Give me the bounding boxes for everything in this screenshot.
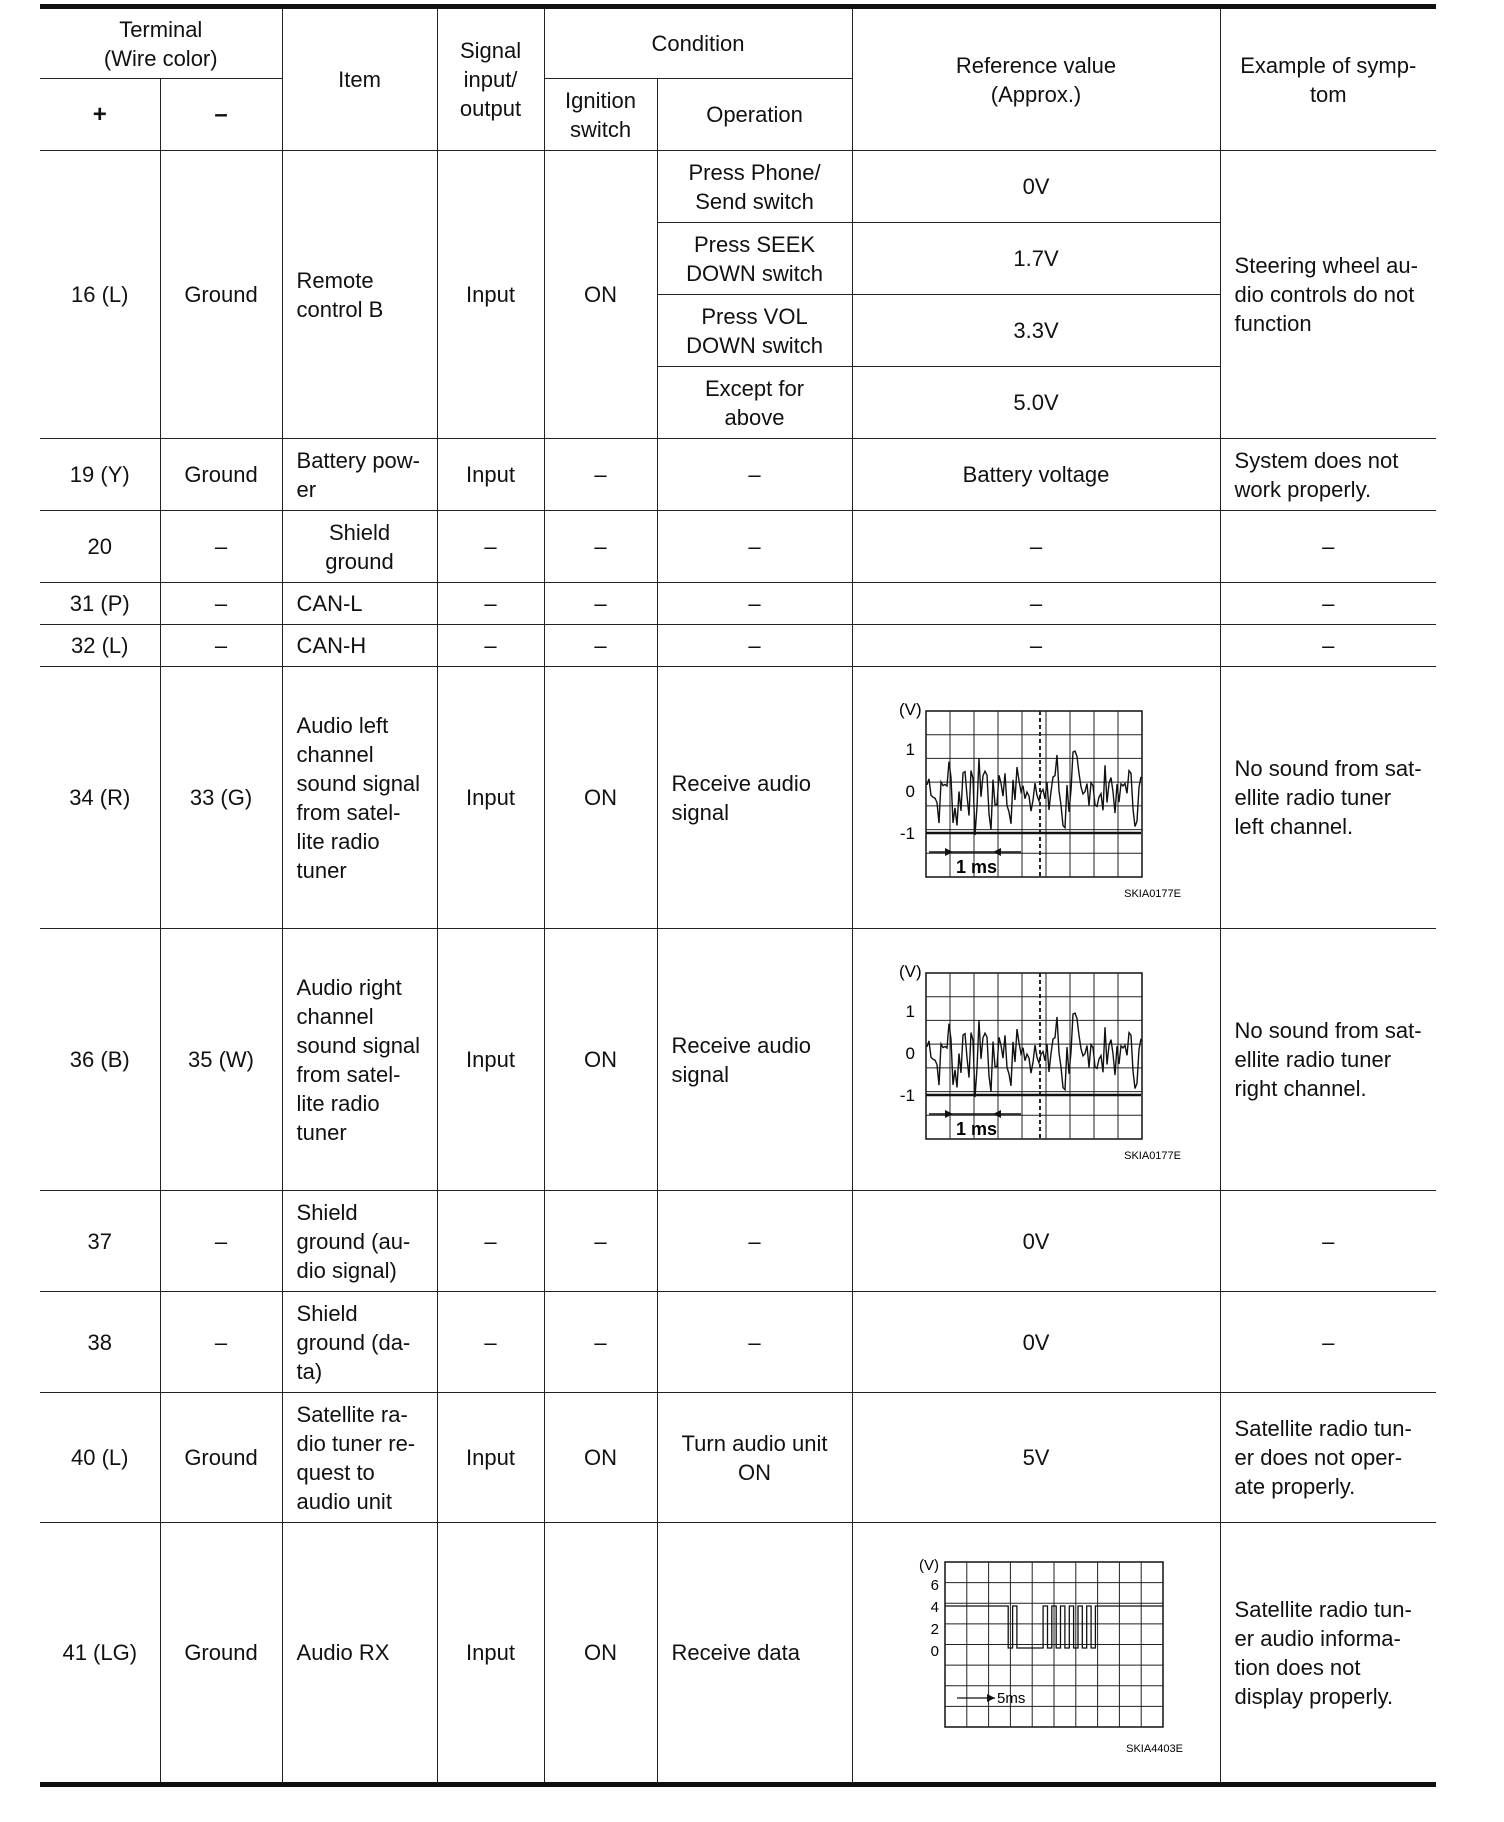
signal-direction: Input bbox=[437, 439, 544, 511]
header-minus: – bbox=[160, 79, 282, 151]
symptom: No sound from sat- ellite radio tuner right channel. bbox=[1220, 929, 1436, 1191]
terminal-minus: – bbox=[160, 1191, 282, 1292]
ignition-state: – bbox=[544, 583, 657, 625]
operation: Press VOL DOWN switch bbox=[657, 295, 852, 367]
table-row bbox=[40, 625, 1436, 667]
operation: – bbox=[657, 511, 852, 583]
reference-value: Battery voltage bbox=[852, 439, 1220, 511]
terminal-minus: – bbox=[160, 1292, 282, 1393]
scale-arrow-right bbox=[993, 848, 1001, 856]
terminal-plus: 34 (R) bbox=[40, 667, 160, 929]
waveform-tick: 1 bbox=[905, 1001, 916, 1021]
waveform-tick: 0 bbox=[930, 1642, 940, 1660]
terminal-minus: 33 (G) bbox=[160, 667, 282, 929]
item-name: CAN-L bbox=[282, 583, 437, 625]
waveform-tick: 0 bbox=[905, 1043, 916, 1063]
header-operation: Operation bbox=[657, 79, 852, 151]
audio-waveform-figure bbox=[871, 693, 1201, 903]
scale-arrow-left bbox=[945, 1110, 953, 1118]
terminal-minus: 35 (W) bbox=[160, 929, 282, 1191]
terminal-plus: 41 (LG) bbox=[40, 1523, 160, 1785]
operation: – bbox=[657, 1292, 852, 1393]
terminal-minus: – bbox=[160, 511, 282, 583]
ignition-state: ON bbox=[544, 667, 657, 929]
ignition-state: – bbox=[544, 1191, 657, 1292]
symptom: – bbox=[1220, 1292, 1436, 1393]
table-row bbox=[40, 583, 1436, 625]
symptom: Steering wheel au- dio controls do not function bbox=[1220, 151, 1436, 439]
waveform-tick: -1 bbox=[899, 823, 916, 843]
waveform-scale-label: 5ms bbox=[997, 1689, 1026, 1707]
reference-value: 5V bbox=[852, 1393, 1220, 1523]
figure-code: SKIA0177E bbox=[1124, 1149, 1182, 1162]
waveform-unit-label: (V) bbox=[919, 1556, 940, 1574]
header-item: Item bbox=[282, 7, 437, 151]
item-name: Satellite ra- dio tuner re- quest to audio unit bbox=[282, 1393, 437, 1523]
signal-direction: – bbox=[437, 511, 544, 583]
waveform-unit-label: (V) bbox=[899, 699, 922, 719]
audio-signal-trace bbox=[927, 1013, 1141, 1097]
terminal-plus: 16 (L) bbox=[40, 151, 160, 439]
signal-direction: Input bbox=[437, 151, 544, 439]
reference-value: – bbox=[852, 625, 1220, 667]
audio-waveform-figure bbox=[871, 955, 1201, 1165]
signal-direction: Input bbox=[437, 1523, 544, 1785]
figure-code: SKIA4403E bbox=[1126, 1742, 1184, 1755]
ignition-state: – bbox=[544, 625, 657, 667]
ignition-state: – bbox=[544, 439, 657, 511]
scale-arrow-right bbox=[993, 1110, 1001, 1118]
reference-value: 0V bbox=[852, 151, 1220, 223]
item-name: Remote control B bbox=[282, 151, 437, 439]
waveform-tick: -1 bbox=[899, 1085, 916, 1105]
reference-value: 1.7V bbox=[852, 223, 1220, 295]
item-name: Shield ground (au- dio signal) bbox=[282, 1191, 437, 1292]
signal-direction: Input bbox=[437, 929, 544, 1191]
signal-direction: Input bbox=[437, 667, 544, 929]
waveform-tick: 0 bbox=[905, 781, 916, 801]
symptom: Satellite radio tun- er audio informa- tion does not display properly. bbox=[1220, 1523, 1436, 1785]
ignition-state: ON bbox=[544, 1393, 657, 1523]
table-row bbox=[40, 929, 1436, 1191]
waveform-scale-label: 1 ms bbox=[956, 1118, 998, 1139]
terminal-minus: Ground bbox=[160, 1523, 282, 1785]
operation: Press Phone/ Send switch bbox=[657, 151, 852, 223]
operation: Receive data bbox=[657, 1523, 852, 1785]
oscilloscope-grid bbox=[945, 1562, 1163, 1727]
symptom: – bbox=[1220, 511, 1436, 583]
operation: Except for above bbox=[657, 367, 852, 439]
terminal-minus: Ground bbox=[160, 439, 282, 511]
scale-arrow-right bbox=[987, 1694, 995, 1702]
table-row bbox=[40, 511, 1436, 583]
data-waveform-figure bbox=[871, 1548, 1201, 1758]
operation: – bbox=[657, 439, 852, 511]
terminal-plus: 36 (B) bbox=[40, 929, 160, 1191]
signal-direction: – bbox=[437, 583, 544, 625]
operation: Turn audio unit ON bbox=[657, 1393, 852, 1523]
audio-signal-trace bbox=[927, 751, 1141, 835]
signal-direction: – bbox=[437, 1191, 544, 1292]
terminal-minus: – bbox=[160, 625, 282, 667]
waveform-scale-label: 1 ms bbox=[956, 856, 998, 877]
signal-direction: – bbox=[437, 1292, 544, 1393]
terminal-minus: Ground bbox=[160, 151, 282, 439]
terminal-plus: 20 bbox=[40, 511, 160, 583]
reference-waveform-cell bbox=[852, 929, 1220, 1191]
symptom: – bbox=[1220, 625, 1436, 667]
item-name: CAN-H bbox=[282, 625, 437, 667]
header-ignition: Ignition switch bbox=[544, 79, 657, 151]
symptom: – bbox=[1220, 1191, 1436, 1292]
terminal-plus: 40 (L) bbox=[40, 1393, 160, 1523]
reference-value: – bbox=[852, 511, 1220, 583]
table-row bbox=[40, 667, 1436, 929]
header-reference: Reference value (Approx.) bbox=[852, 7, 1220, 151]
ignition-state: – bbox=[544, 1292, 657, 1393]
terminal-reference-table bbox=[40, 4, 1436, 1787]
terminal-plus: 31 (P) bbox=[40, 583, 160, 625]
reference-value: 0V bbox=[852, 1191, 1220, 1292]
reference-value: 5.0V bbox=[852, 367, 1220, 439]
waveform-tick: 6 bbox=[930, 1576, 940, 1594]
reference-waveform-cell bbox=[852, 667, 1220, 929]
item-name: Shield ground bbox=[282, 511, 437, 583]
waveform-tick: 1 bbox=[905, 739, 916, 759]
terminal-plus: 19 (Y) bbox=[40, 439, 160, 511]
ignition-state: – bbox=[544, 511, 657, 583]
terminal-plus: 37 bbox=[40, 1191, 160, 1292]
operation: Receive audio signal bbox=[657, 929, 852, 1191]
signal-direction: – bbox=[437, 625, 544, 667]
reference-value: – bbox=[852, 583, 1220, 625]
scale-arrow-left bbox=[945, 848, 953, 856]
table-row bbox=[40, 1393, 1436, 1523]
reference-value: 0V bbox=[852, 1292, 1220, 1393]
terminal-minus: Ground bbox=[160, 1393, 282, 1523]
header-symptom: Example of symp- tom bbox=[1220, 7, 1436, 151]
symptom: – bbox=[1220, 583, 1436, 625]
signal-direction: Input bbox=[437, 1393, 544, 1523]
waveform-unit-label: (V) bbox=[899, 961, 922, 981]
table-row bbox=[40, 1523, 1436, 1785]
item-name: Battery pow- er bbox=[282, 439, 437, 511]
waveform-tick: 4 bbox=[930, 1598, 940, 1616]
header-signal: Signal input/ output bbox=[437, 7, 544, 151]
reference-waveform-cell bbox=[852, 1523, 1220, 1785]
terminal-reference-table-sheet bbox=[40, 4, 1436, 1787]
header-terminal: Terminal (Wire color) bbox=[40, 7, 282, 79]
operation: – bbox=[657, 625, 852, 667]
item-name: Audio RX bbox=[282, 1523, 437, 1785]
header-plus: + bbox=[40, 79, 160, 151]
operation: Press SEEK DOWN switch bbox=[657, 223, 852, 295]
table-row bbox=[40, 1191, 1436, 1292]
header-condition: Condition bbox=[544, 7, 852, 79]
table-row bbox=[40, 1292, 1436, 1393]
operation: Receive audio signal bbox=[657, 667, 852, 929]
ignition-state: ON bbox=[544, 929, 657, 1191]
symptom: No sound from sat- ellite radio tuner left channel. bbox=[1220, 667, 1436, 929]
operation: – bbox=[657, 583, 852, 625]
table-row bbox=[40, 439, 1436, 511]
symptom: Satellite radio tun- er does not oper- ate properly. bbox=[1220, 1393, 1436, 1523]
figure-code: SKIA0177E bbox=[1124, 887, 1182, 900]
waveform-tick: 2 bbox=[930, 1620, 940, 1638]
item-name: Audio left channel sound signal from satel- lite radio tuner bbox=[282, 667, 437, 929]
item-name: Audio right channel sound signal from satel- lite radio tuner bbox=[282, 929, 437, 1191]
terminal-plus: 38 bbox=[40, 1292, 160, 1393]
ignition-state: ON bbox=[544, 1523, 657, 1785]
item-name: Shield ground (da- ta) bbox=[282, 1292, 437, 1393]
table-row bbox=[40, 151, 1436, 223]
symptom: System does not work properly. bbox=[1220, 439, 1436, 511]
terminal-minus: – bbox=[160, 583, 282, 625]
ignition-state: ON bbox=[544, 151, 657, 439]
operation: – bbox=[657, 1191, 852, 1292]
reference-value: 3.3V bbox=[852, 295, 1220, 367]
terminal-plus: 32 (L) bbox=[40, 625, 160, 667]
